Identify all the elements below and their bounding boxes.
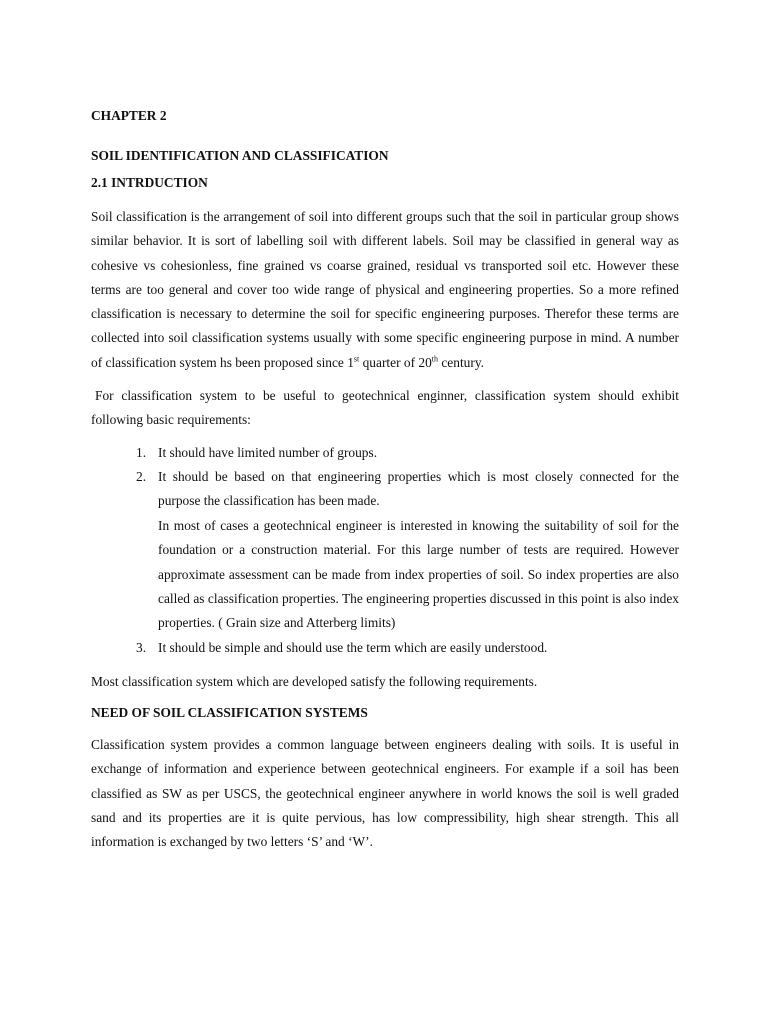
section-heading: 2.1 INTRDUCTION — [91, 175, 208, 190]
list-number: 3. — [136, 640, 147, 655]
list-text: It should have limited number of groups. — [158, 445, 378, 460]
list-item-3 — [136, 636, 679, 660]
requirements-intro: For classification system to be useful to geotechnical enginner, classification system should exhibit following basic requirements: — [91, 388, 679, 428]
intro-sup-2: th — [431, 354, 439, 364]
need-heading: NEED OF SOIL CLASSIFICATION SYSTEMS — [91, 705, 368, 720]
list-sub-paragraph: In most of cases a geotechnical engineer is interested in knowing the suitability of soil for the foundation or a construction material. For this large number of tests are required. However approximate assessment can be made from index properties of soil. So index properties are also called as classification properties. The engineering properties discussed in this point is also index properties. ( Grain size and Atterberg limits) — [158, 518, 679, 631]
list-item-1 — [136, 441, 679, 465]
list-text: It should be based on that engineering properties which is most closely connected for the purpose the classification has been made. — [158, 469, 679, 509]
need-paragraph: Classification system provides a common language between engineers dealing with soils. It is useful in exchange of information and experience between geotechnical engineers. For example if a soil has been classified as SW as per USCS, the geotechnical engineer anywhere in world knows the soil is well graded sand and its properties are it is quite pervious, has low compressibility, high shear strength. This all information is exchanged by two letters ‘S’ and ‘W’. — [91, 737, 679, 850]
intro-text-a: Soil classification is the arrangement of soil into different groups such that the soil in particular group shows similar behavior. It is sort of labelling soil with different labels. Soil may be classified in general way as cohesive vs cohesionless, fine grained vs coarse grained, residual vs transported soil etc. However these terms are too general and cover too wide range of physical and engineering properties. So a more refined classification is necessary to determine the soil for specific engineering purposes. Therefor these terms are collected into soil classification systems usually with some specific engineering purpose in mind. A number of classification system hs been proposed since 1 — [91, 209, 679, 370]
list-item-2 — [136, 465, 679, 514]
list-number: 2. — [136, 469, 147, 484]
intro-paragraph — [91, 205, 679, 375]
intro-sup-1: st — [353, 354, 360, 364]
intro-text-b: quarter of 20 — [359, 354, 432, 370]
list-text: It should be simple and should use the term which are easily understood. — [158, 640, 548, 655]
satisfy-paragraph: Most classification system which are developed satisfy the following requirements. — [91, 674, 538, 689]
intro-text-c: century. — [438, 354, 484, 370]
list-number: 1. — [136, 445, 147, 460]
chapter-title: SOIL IDENTIFICATION AND CLASSIFICATION — [91, 148, 389, 163]
chapter-heading: CHAPTER 2 — [91, 108, 167, 123]
